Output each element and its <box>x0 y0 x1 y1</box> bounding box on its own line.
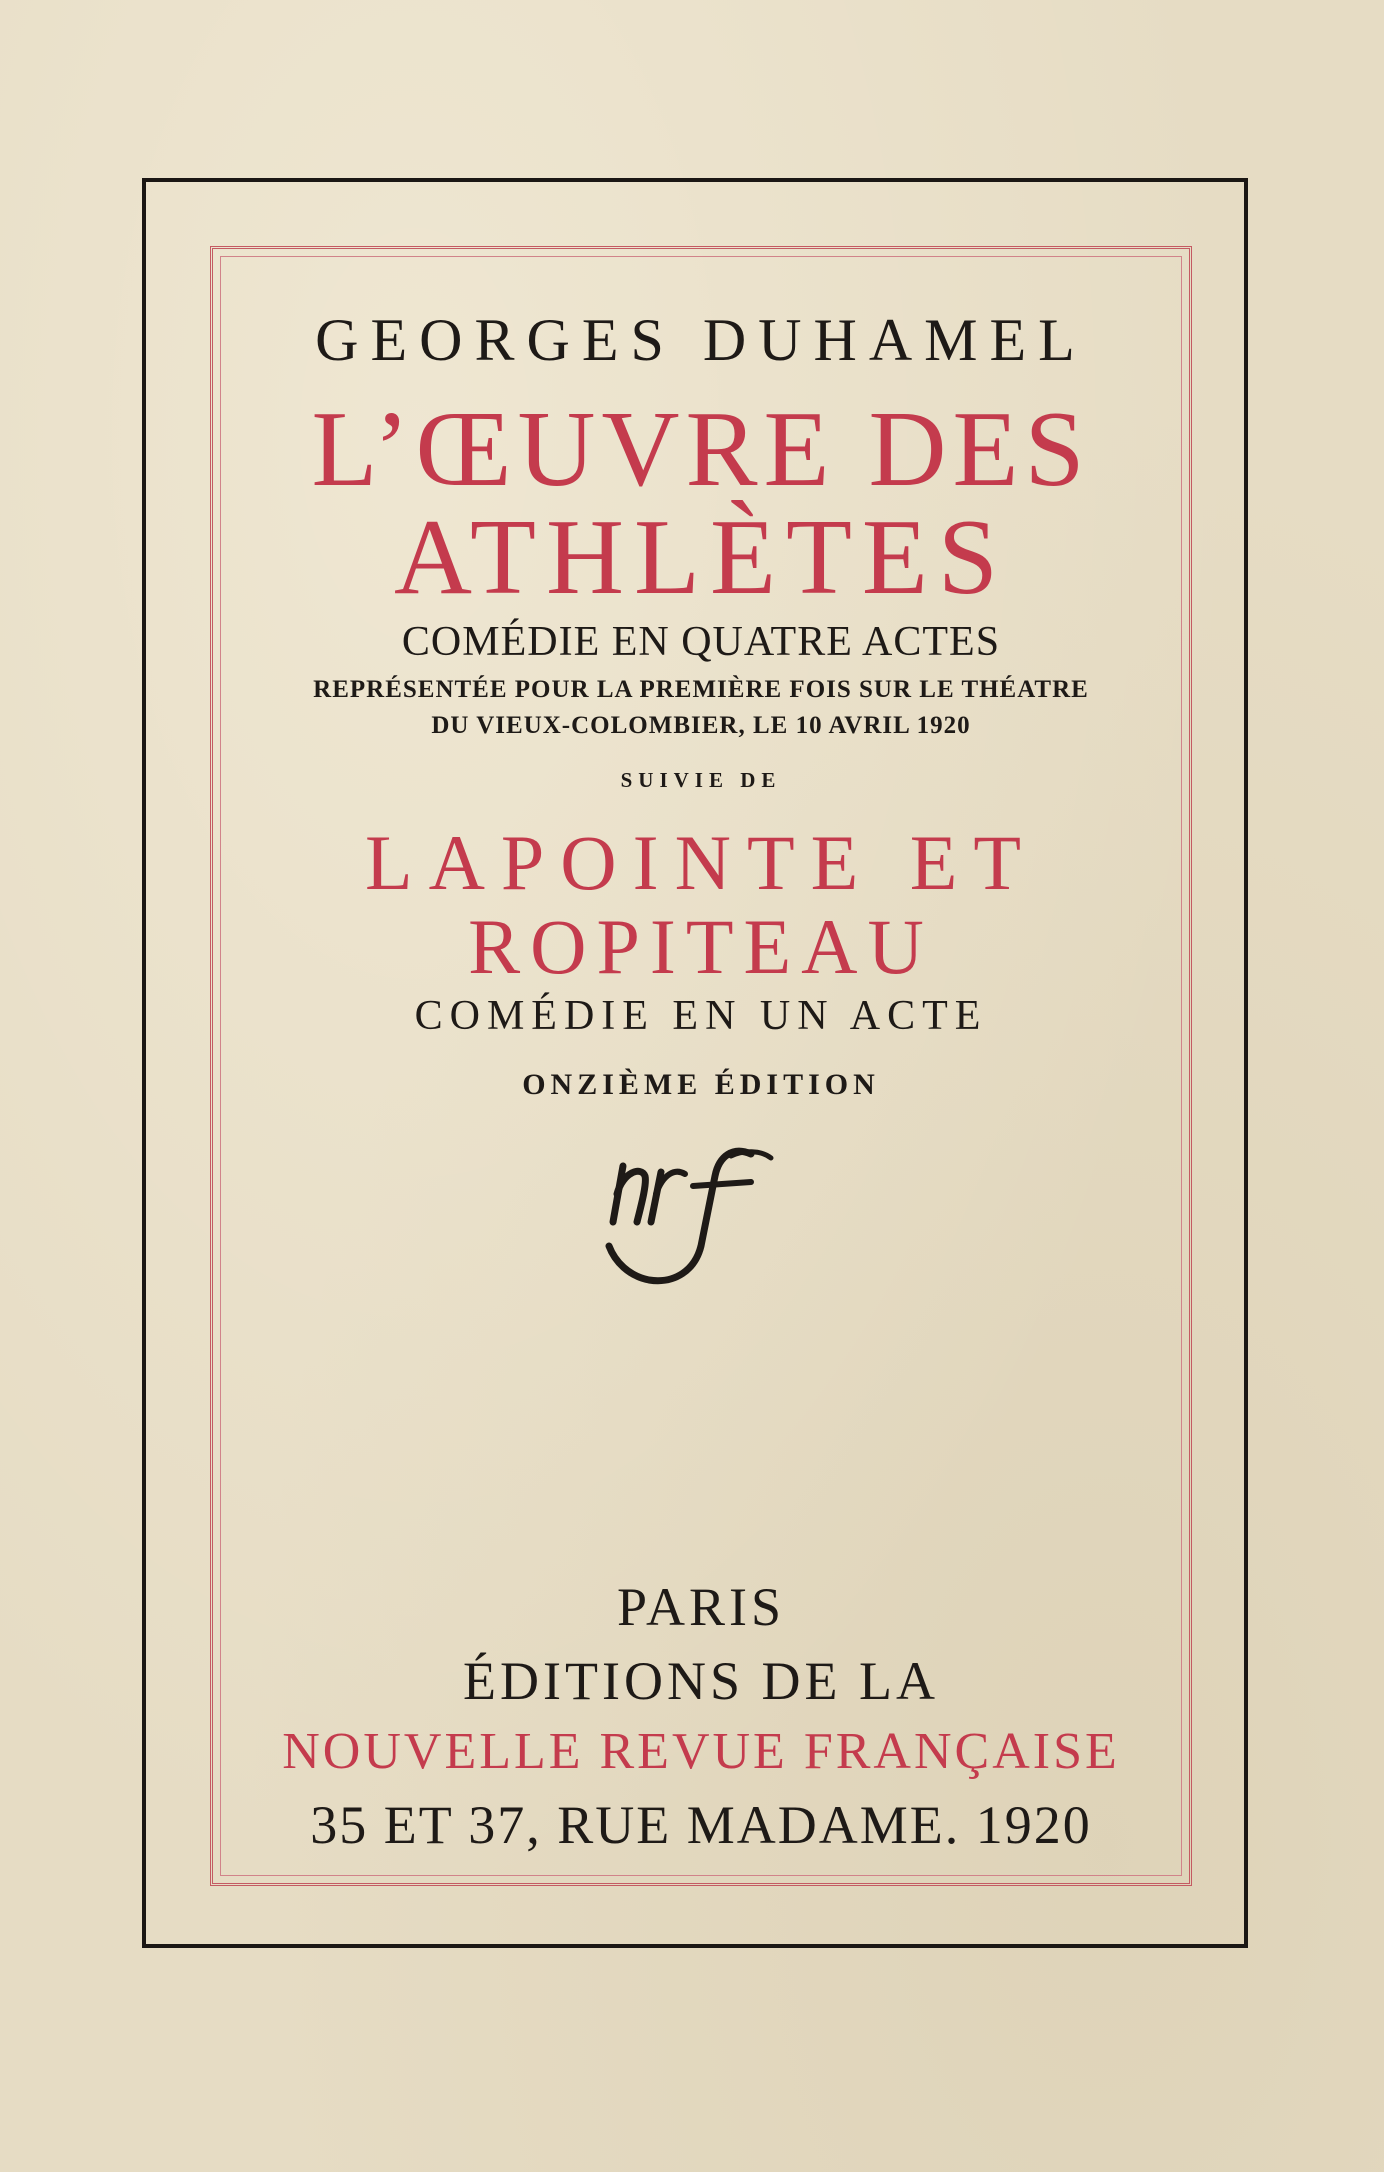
subtitle-four-acts: COMÉDIE EN QUATRE ACTES <box>401 619 1001 665</box>
second-title-line-2: ROPITEAU <box>468 903 934 990</box>
publisher-line-2: NOUVELLE REVUE FRANÇAISE <box>282 1723 1120 1780</box>
publisher-address-year: 35 ET 37, RUE MADAME. 1920 <box>310 1795 1092 1855</box>
second-title-line-1: LAPOINTE ET <box>364 819 1038 906</box>
subtitle-one-act: COMÉDIE EN UN ACTE <box>414 993 988 1039</box>
publisher-line-1: ÉDITIONS DE LA <box>463 1651 939 1711</box>
title-line-1: L’ŒUVRE DES <box>311 390 1091 509</box>
performance-note-line-1: REPRÉSENTÉE POUR LA PREMIÈRE FOIS SUR LE THÉATRE <box>313 676 1089 703</box>
nrf-monogram-icon <box>601 1136 801 1296</box>
followed-by-label: SUIVIE DE <box>620 768 782 792</box>
edition-label: ONZIÈME ÉDITION <box>522 1068 880 1101</box>
performance-note-line-2: DU VIEUX-COLOMBIER, LE 10 AVRIL 1920 <box>431 712 971 739</box>
title-line-2: ATHLÈTES <box>394 498 1008 617</box>
author-name: GEORGES DUHAMEL <box>315 307 1087 373</box>
title-page-content <box>220 256 1182 1876</box>
imprint-city: PARIS <box>616 1577 786 1637</box>
